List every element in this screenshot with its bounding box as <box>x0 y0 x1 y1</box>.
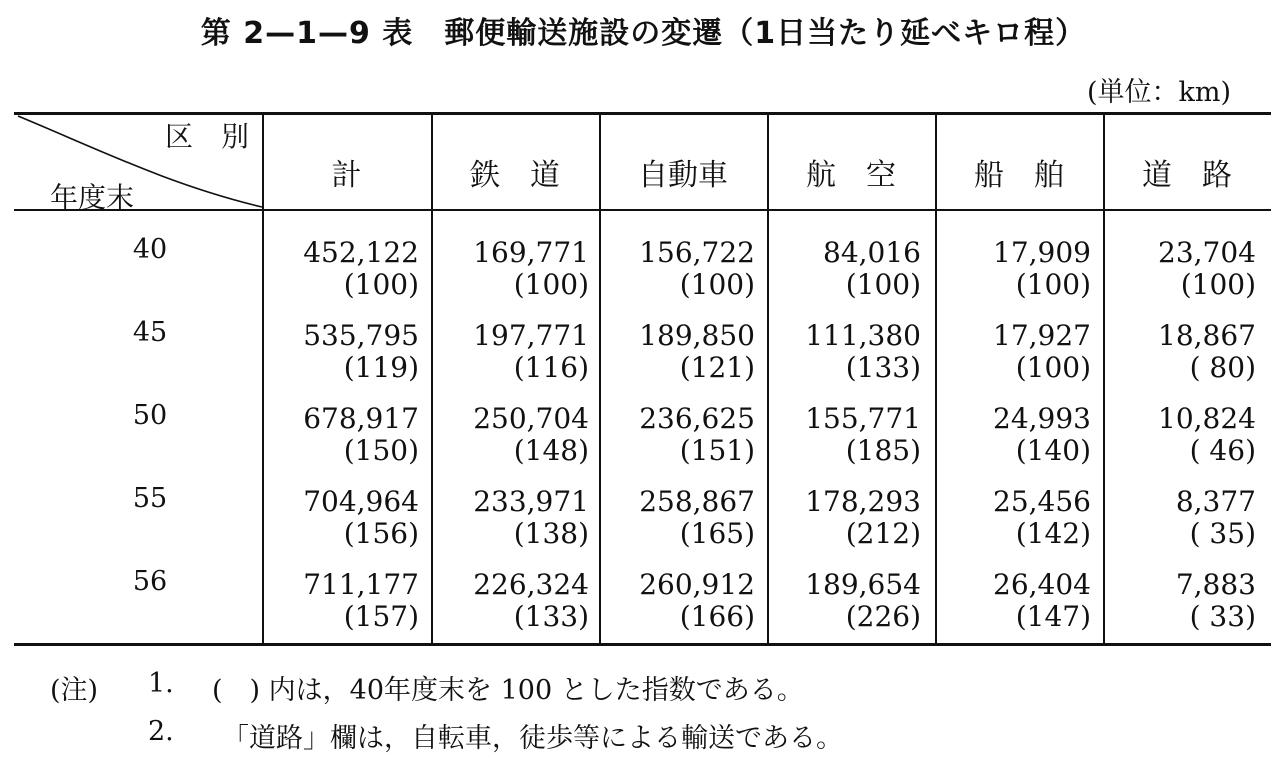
cell-index: (100) <box>1180 268 1256 301</box>
cell-value: 452,122 <box>303 236 419 269</box>
cell-value: 156,722 <box>639 236 755 269</box>
cell-value: 18,867 <box>1158 319 1256 352</box>
cell-index: (100) <box>1015 351 1091 384</box>
row-year-label: 56 <box>132 566 168 597</box>
cell-value: 226,324 <box>473 568 589 601</box>
unit-label: (単位：km) <box>1086 77 1231 108</box>
note-prefix: (注) <box>50 675 99 706</box>
row-year-label: 50 <box>132 400 168 431</box>
note-number: 2. <box>148 716 174 747</box>
note-text: 「道路」欄は，自転車，徒歩等による輸送である。 <box>222 723 843 754</box>
table-title: 第 2—1—9 表 郵便輸送施設の変遷（1日当たり延べキロ程） <box>200 16 1087 51</box>
cell-index: (133) <box>513 600 589 633</box>
row-year-label: 55 <box>132 483 168 514</box>
cell-index: (100) <box>1015 268 1091 301</box>
row-year-label: 45 <box>132 317 168 348</box>
cell-value: 111,380 <box>805 319 921 352</box>
cell-index: (147) <box>1015 600 1091 633</box>
cell-index: (151) <box>679 434 755 467</box>
cell-index: (156) <box>343 517 419 550</box>
cell-value: 197,771 <box>473 319 589 352</box>
cell-value: 10,824 <box>1158 402 1256 435</box>
cell-value: 535,795 <box>303 319 419 352</box>
cell-index: (100) <box>343 268 419 301</box>
cell-index: ( 46) <box>1189 434 1256 467</box>
cell-value: 711,177 <box>303 568 419 601</box>
cell-value: 189,850 <box>639 319 755 352</box>
cell-value: 704,964 <box>303 485 419 518</box>
cell-value: 189,654 <box>805 568 921 601</box>
cell-index: (100) <box>679 268 755 301</box>
cell-value: 155,771 <box>805 402 921 435</box>
corner-label-category: 区 別 <box>165 120 250 153</box>
column-header-road: 道 路 <box>1142 158 1232 193</box>
cell-index: (165) <box>679 517 755 550</box>
cell-index: (150) <box>343 434 419 467</box>
cell-value: 250,704 <box>473 402 589 435</box>
cell-index: (100) <box>845 268 921 301</box>
cell-index: ( 35) <box>1189 517 1256 550</box>
cell-index: (212) <box>845 517 921 550</box>
corner-label-year-end: 年度末 <box>50 181 135 214</box>
cell-value: 25,456 <box>993 485 1091 518</box>
column-header-automobile: 自動車 <box>638 158 728 193</box>
cell-value: 26,404 <box>993 568 1091 601</box>
cell-value: 17,927 <box>993 319 1091 352</box>
cell-value: 178,293 <box>805 485 921 518</box>
column-header-railway: 鉄 道 <box>470 158 560 193</box>
cell-value: 169,771 <box>473 236 589 269</box>
cell-index: (119) <box>343 351 419 384</box>
cell-value: 233,971 <box>473 485 589 518</box>
row-year-label: 40 <box>132 234 168 265</box>
cell-value: 24,993 <box>993 402 1091 435</box>
column-header-ship: 船 舶 <box>974 158 1064 193</box>
cell-value: 236,625 <box>639 402 755 435</box>
cell-value: 258,867 <box>639 485 755 518</box>
cell-index: (133) <box>845 351 921 384</box>
cell-value: 678,917 <box>303 402 419 435</box>
cell-value: 23,704 <box>1158 236 1256 269</box>
cell-index: ( 33) <box>1189 600 1256 633</box>
cell-index: (157) <box>343 600 419 633</box>
cell-index: (116) <box>513 351 589 384</box>
cell-index: (185) <box>845 434 921 467</box>
cell-index: (121) <box>679 351 755 384</box>
cell-index: ( 80) <box>1189 351 1256 384</box>
cell-value: 260,912 <box>639 568 755 601</box>
cell-index: (166) <box>679 600 755 633</box>
cell-index: (138) <box>513 517 589 550</box>
cell-index: (226) <box>845 600 921 633</box>
cell-value: 17,909 <box>993 236 1091 269</box>
note-text: ( ) 内は，40年度末を 100 とした指数である。 <box>212 675 804 706</box>
cell-value: 8,377 <box>1175 485 1256 518</box>
cell-index: (140) <box>1015 434 1091 467</box>
cell-index: (148) <box>513 434 589 467</box>
cell-index: (100) <box>513 268 589 301</box>
column-header-air: 航 空 <box>806 158 896 193</box>
cell-value: 7,883 <box>1175 568 1256 601</box>
cell-value: 84,016 <box>823 236 921 269</box>
column-header-total: 計 <box>331 158 362 193</box>
note-number: 1. <box>148 668 174 699</box>
cell-index: (142) <box>1015 517 1091 550</box>
